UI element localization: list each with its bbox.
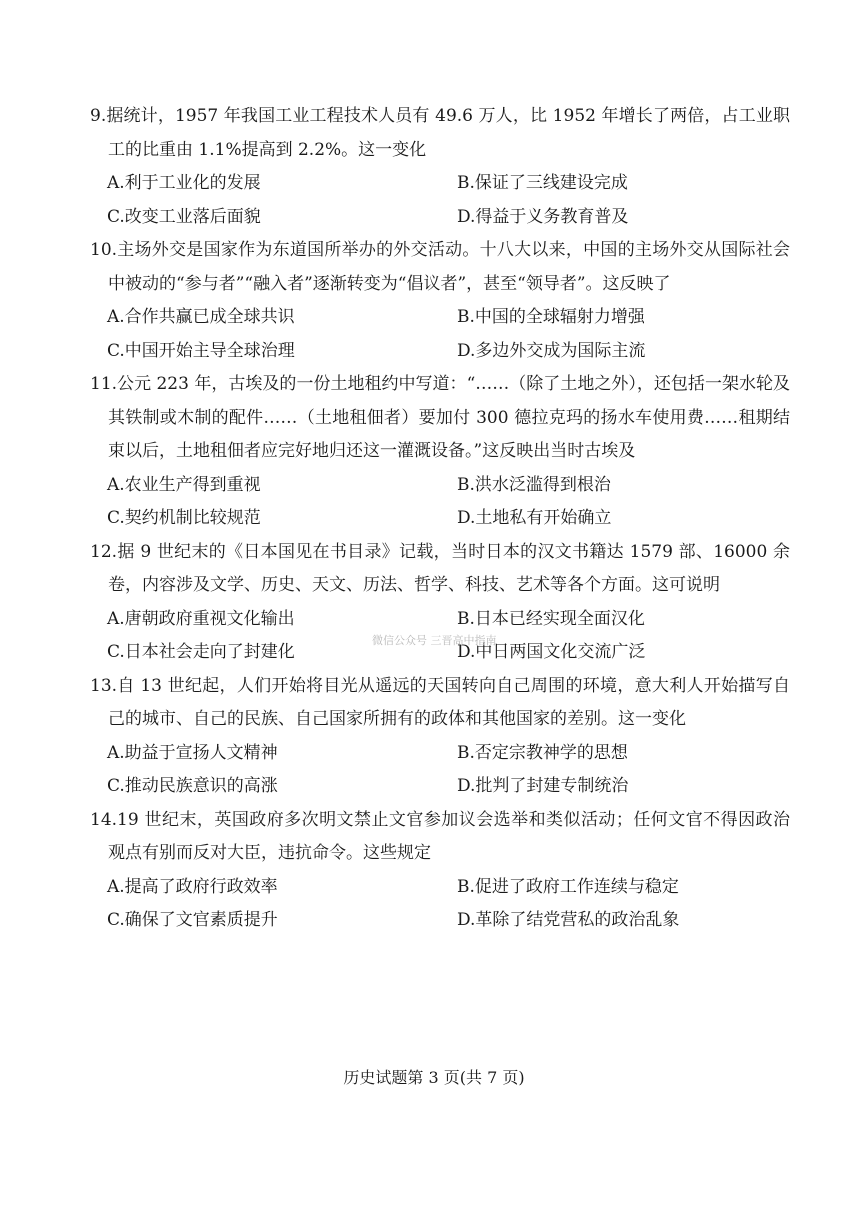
option-list	[90, 871, 790, 938]
option-d: D.中日两国文化交流广泛	[457, 642, 646, 662]
option-a: A.唐朝政府重视文化输出	[107, 608, 295, 629]
option-list	[90, 737, 790, 804]
option-list	[90, 301, 790, 368]
option-b: B.中国的全球辐射力增强	[457, 307, 645, 327]
question-11	[90, 368, 790, 536]
option-b: B.否定宗教神学的思想	[457, 742, 628, 763]
option-b: B.促进了政府工作连续与稳定	[457, 876, 679, 897]
option-a: A.助益于宣扬人文精神	[107, 742, 278, 763]
question-stem: 12.据 9 世纪末的《日本国见在书目录》记载，当时日本的汉文书籍达 1579 部、16000 余卷，内容涉及文学、历史、天文、历法、哲学、科技、艺术等各个方面。这可说明	[90, 541, 790, 595]
option-c: C.推动民族意识的高涨	[107, 776, 278, 796]
page-footer: 历史试题第 3 页(共 7 页)	[343, 1068, 525, 1087]
question-list	[90, 100, 790, 938]
option-c: C.日本社会走向了封建化	[107, 642, 295, 662]
option-d: D.土地私有开始确立	[457, 508, 612, 528]
question-stem: 13.自 13 世纪起，人们开始将目光从遥远的天国转向自己周围的环境，意大利人开始描写自己的城市、自己的民族、自己国家所拥有的政体和其他国家的差别。这一变化	[90, 675, 790, 729]
option-d: D.得益于义务教育普及	[457, 206, 629, 227]
question-stem: 10.主场外交是国家作为东道国所举办的外交活动。十八大以来，中国的主场外交从国际社会中被动的“参与者”“融入者”逐渐转变为“倡议者”，甚至“领导者”。这反映了	[90, 240, 790, 294]
option-list	[90, 167, 790, 234]
question-stem: 11.公元 223 年，古埃及的一份土地租约中写道：“……（除了土地之外），还包括一架水轮及其铁制或木制的配件……（土地租佃者）要加付 300 德拉克玛的扬水车使用费……租期结束以后，土地租佃者应完好地归还这一灌溉设备。”这反映出当时古埃及	[90, 374, 790, 461]
option-b: B.洪水泛滥得到根治	[457, 474, 611, 495]
option-d: D.多边外交成为国际主流	[457, 340, 646, 361]
option-c: C.中国开始主导全球治理	[107, 340, 295, 361]
option-list	[90, 603, 790, 670]
option-d: D.革除了结党营私的政治乱象	[457, 910, 680, 930]
question-12	[90, 536, 790, 670]
option-c: C.契约机制比较规范	[107, 508, 261, 528]
question-9	[90, 100, 790, 234]
question-13	[90, 670, 790, 804]
question-14	[90, 804, 790, 938]
option-a: A.提高了政府行政效率	[107, 876, 278, 897]
option-a: A.合作共赢已成全球共识	[107, 307, 295, 327]
watermark: 微信公众号 三晋高中指南	[372, 634, 497, 647]
option-b: B.保证了三线建设完成	[457, 173, 628, 193]
question-stem: 9.据统计，1957 年我国工业工程技术人员有 49.6 万人，比 1952 年增长了两倍，占工业职工的比重由 1.1%提高到 2.2%。这一变化	[90, 106, 790, 160]
option-a: A.农业生产得到重视	[107, 474, 261, 495]
option-d: D.批判了封建专制统治	[457, 776, 629, 796]
option-list	[90, 469, 790, 536]
option-c: C.确保了文官素质提升	[107, 910, 278, 930]
question-10	[90, 234, 790, 368]
question-stem: 14.19 世纪末，英国政府多次明文禁止文官参加议会选举和类似活动；任何文官不得因政治观点有别而反对大臣，违抗命令。这些规定	[90, 809, 790, 863]
option-b: B.日本已经实现全面汉化	[457, 608, 645, 629]
option-c: C.改变工业落后面貌	[107, 206, 261, 227]
option-a: A.利于工业化的发展	[107, 173, 261, 193]
